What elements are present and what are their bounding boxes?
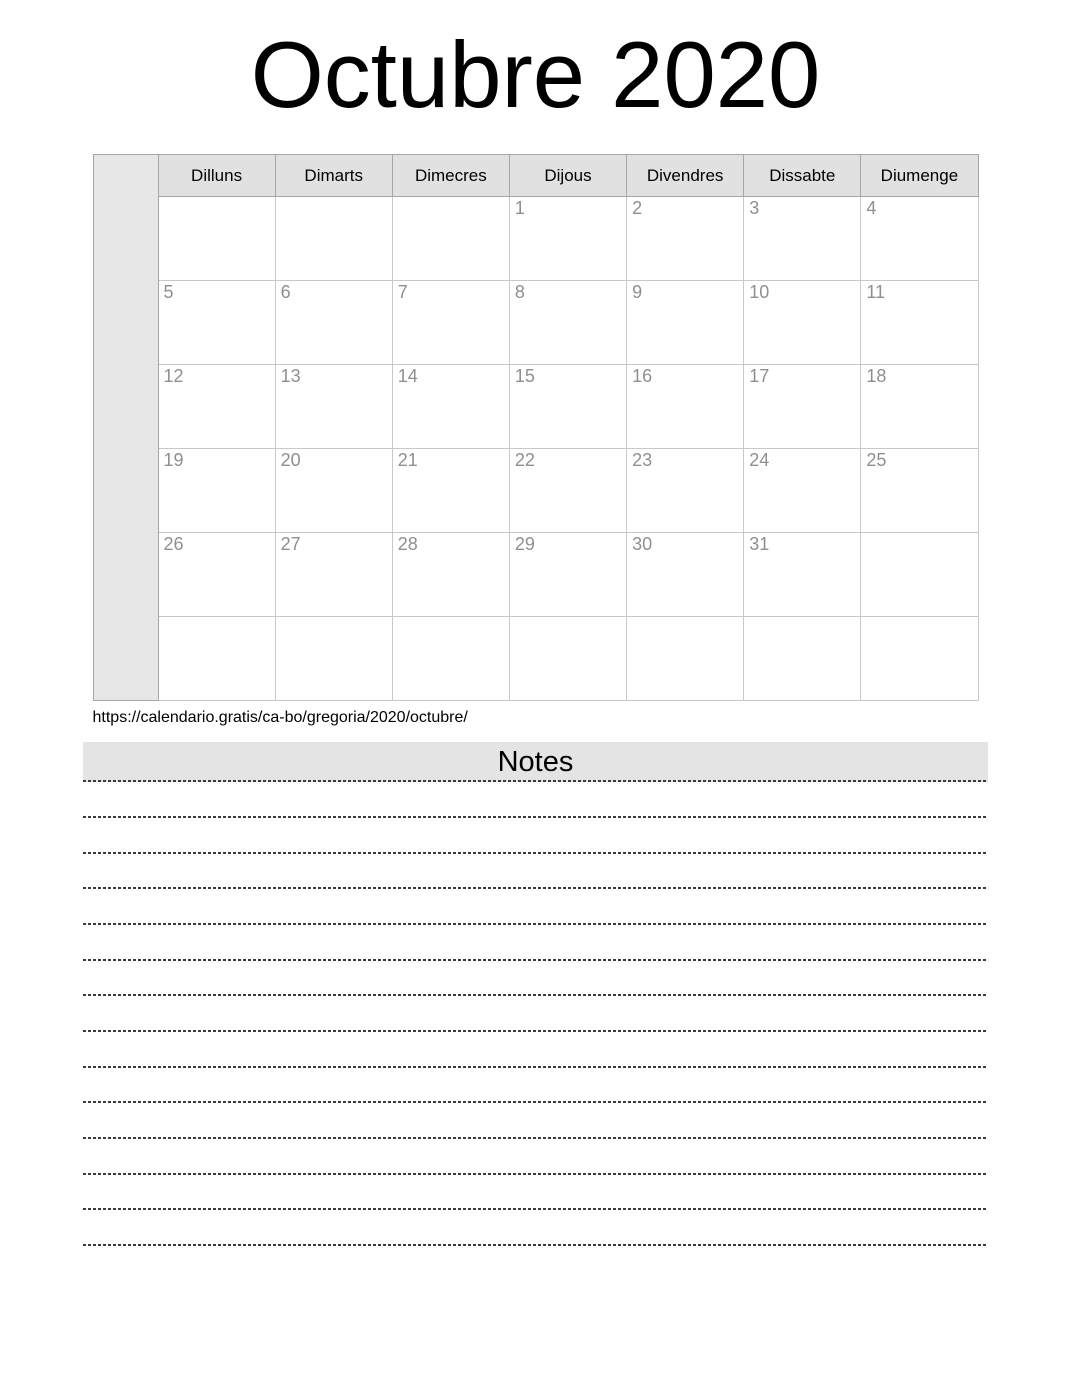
notes-section: [83, 742, 988, 1246]
day-cell: 8: [509, 281, 626, 365]
source-url: https://calendario.gratis/ca-bo/gregoria/2020/octubre/: [92, 709, 468, 727]
day-cell: 9: [627, 281, 744, 365]
day-cell: 22: [509, 449, 626, 533]
notes-line: [83, 889, 988, 925]
day-cell: 24: [744, 449, 861, 533]
day-cell: 5: [158, 281, 275, 365]
notes-line: [83, 1068, 988, 1104]
week-row: [93, 533, 978, 617]
calendar-left-gutter: [93, 155, 158, 701]
week-row: [93, 281, 978, 365]
day-cell: [392, 197, 509, 281]
day-cell: 29: [509, 533, 626, 617]
notes-line: [83, 818, 988, 854]
day-cell: 14: [392, 365, 509, 449]
day-cell: 11: [861, 281, 978, 365]
day-cell: [627, 617, 744, 701]
day-cell: [275, 197, 392, 281]
notes-line: [83, 782, 988, 818]
weekday-header-diumenge: Diumenge: [861, 155, 978, 197]
weekday-header-dimecres: Dimecres: [392, 155, 509, 197]
notes-line: [83, 1175, 988, 1211]
notes-line: [83, 961, 988, 997]
calendar-container: [93, 154, 979, 701]
weekday-header-dilluns: Dilluns: [158, 155, 275, 197]
day-cell: 20: [275, 449, 392, 533]
notes-line: [83, 1210, 988, 1246]
day-cell: [861, 617, 978, 701]
notes-line: [83, 996, 988, 1032]
notes-title: Notes: [497, 745, 574, 778]
week-row: [93, 197, 978, 281]
day-cell: [861, 533, 978, 617]
day-cell: 1: [509, 197, 626, 281]
notes-line: [83, 925, 988, 961]
day-cell: [392, 617, 509, 701]
notes-line: [83, 1032, 988, 1068]
week-row: [93, 449, 978, 533]
calendar-table: [93, 154, 979, 701]
weekday-header-dissabte: Dissabte: [744, 155, 861, 197]
day-cell: 25: [861, 449, 978, 533]
day-cell: 19: [158, 449, 275, 533]
day-cell: 13: [275, 365, 392, 449]
day-cell: [744, 617, 861, 701]
week-row: [93, 365, 978, 449]
notes-line: [83, 1139, 988, 1175]
page-title: Octubre 2020: [250, 22, 821, 127]
day-cell: 4: [861, 197, 978, 281]
notes-line: [83, 854, 988, 890]
day-cell: 27: [275, 533, 392, 617]
notes-line: [83, 1103, 988, 1139]
day-cell: 3: [744, 197, 861, 281]
day-cell: 7: [392, 281, 509, 365]
weekday-header-dimarts: Dimarts: [275, 155, 392, 197]
day-cell: 28: [392, 533, 509, 617]
day-cell: 16: [627, 365, 744, 449]
notes-header: [83, 742, 988, 782]
day-cell: [275, 617, 392, 701]
day-cell: 15: [509, 365, 626, 449]
day-cell: [509, 617, 626, 701]
notes-lines: [83, 782, 988, 1246]
day-cell: 10: [744, 281, 861, 365]
weekday-header-divendres: Divendres: [627, 155, 744, 197]
weekday-header-row: [93, 155, 978, 197]
weekday-header-dijous: Dijous: [509, 155, 626, 197]
day-cell: 23: [627, 449, 744, 533]
day-cell: 2: [627, 197, 744, 281]
day-cell: 18: [861, 365, 978, 449]
week-row: [93, 617, 978, 701]
day-cell: 21: [392, 449, 509, 533]
day-cell: 30: [627, 533, 744, 617]
day-cell: 12: [158, 365, 275, 449]
day-cell: 6: [275, 281, 392, 365]
day-cell: 26: [158, 533, 275, 617]
day-cell: [158, 617, 275, 701]
day-cell: 17: [744, 365, 861, 449]
day-cell: 31: [744, 533, 861, 617]
day-cell: [158, 197, 275, 281]
